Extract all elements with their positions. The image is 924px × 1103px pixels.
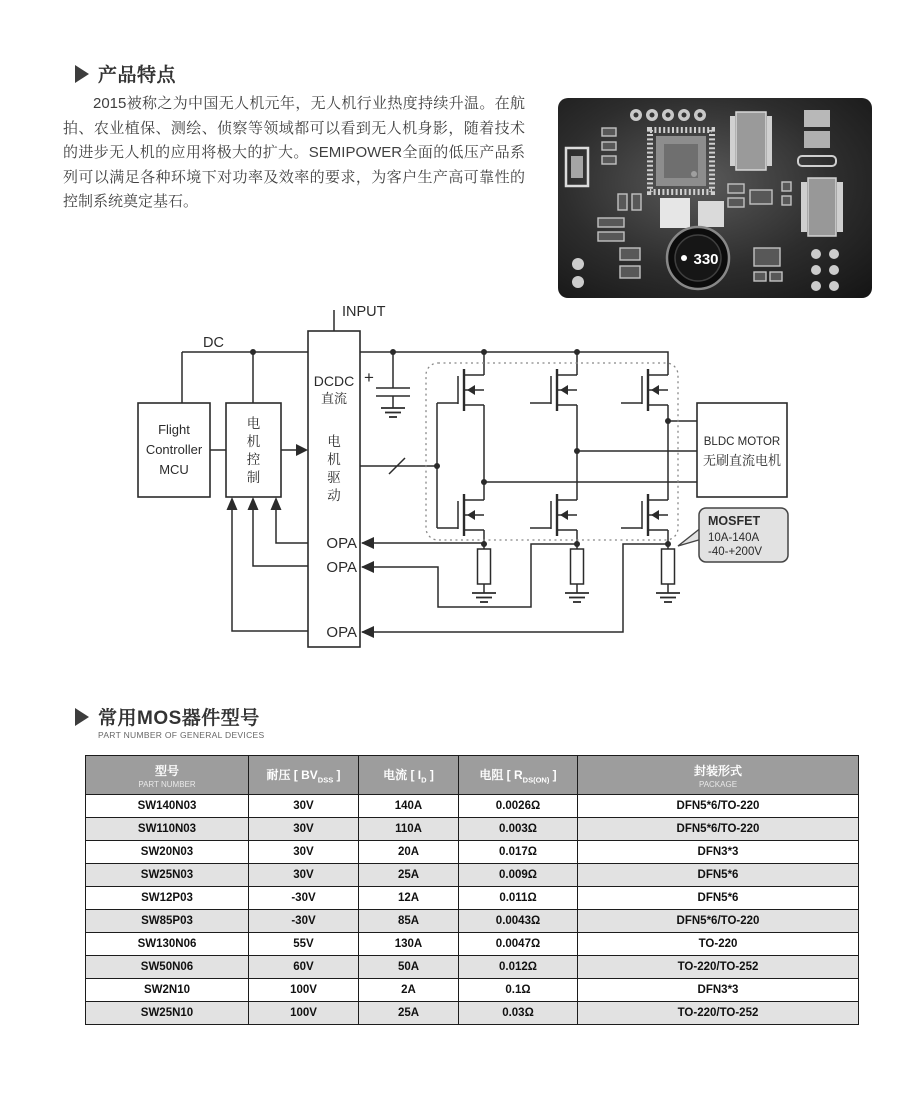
- table-cell: DFN3*3: [578, 979, 859, 1002]
- features-paragraph: 2015被称之为中国无人机元年，无人机行业热度持续升温。在航拍、农业植保、测绘、侦察等领域都可以看到无人机身影，随着技术的进步无人机的应用将极大的扩大。SEMIPOWER全面的低压产品系列可以满足各种环境下对功率及效率的要求，为客户生产高可靠性的控制系统奠定基石。: [63, 95, 525, 210]
- svg-text:机: 机: [246, 434, 261, 449]
- table-cell: DFN5*6: [578, 864, 859, 887]
- table-row: [86, 795, 859, 818]
- table-cell: TO-220/TO-252: [578, 956, 859, 979]
- dc-label: DC: [203, 335, 224, 351]
- table-cell: SW140N03: [86, 795, 249, 818]
- capacitor-plus-sign: +: [364, 368, 374, 387]
- table-row: [86, 1002, 859, 1025]
- mosfet-callout: [678, 508, 788, 562]
- table-cell: DFN3*3: [578, 841, 859, 864]
- callout-current-range: 10A-140A: [708, 532, 760, 544]
- table-cell: 30V: [249, 864, 359, 887]
- table-cell: 0.017Ω: [459, 841, 578, 864]
- table-cell: SW25N10: [86, 1002, 249, 1025]
- table-cell: 0.009Ω: [459, 864, 578, 887]
- table-cell: 12A: [359, 887, 459, 910]
- svg-text:机: 机: [327, 452, 341, 467]
- table-cell: DFN5*6/TO-220: [578, 910, 859, 933]
- table-cell: 0.0047Ω: [459, 933, 578, 956]
- table-cell: 0.003Ω: [459, 818, 578, 841]
- section-arrow-icon: [75, 65, 89, 83]
- table-cell: SW12P03: [86, 887, 249, 910]
- inductor-label: 330: [693, 251, 719, 268]
- table-cell: SW25N03: [86, 864, 249, 887]
- svg-text:BLDC MOTOR: BLDC MOTOR: [703, 436, 781, 448]
- svg-text:Flight: Flight: [158, 422, 190, 437]
- table-row: [86, 841, 859, 864]
- table-heading: [75, 703, 260, 730]
- table-header-row: [86, 756, 859, 795]
- svg-text:无刷直流电机: 无刷直流电机: [702, 453, 782, 468]
- svg-text:直流: 直流: [320, 391, 348, 406]
- features-title: 产品特点: [98, 65, 177, 86]
- svg-text:电: 电: [246, 416, 261, 431]
- ground-icon: [565, 593, 589, 602]
- svg-text:制: 制: [246, 470, 261, 485]
- pcb-driver-chip: [801, 178, 843, 236]
- mosfet-icon: [530, 494, 577, 536]
- table-cell: 55V: [249, 933, 359, 956]
- table-cell: 0.1Ω: [459, 979, 578, 1002]
- table-cell: TO-220: [578, 933, 859, 956]
- mosfet-icon: [530, 369, 577, 411]
- table-cell: SW110N03: [86, 818, 249, 841]
- ground-icon: [381, 408, 405, 417]
- header-package: 封装形式 PACKAGE: [578, 756, 859, 795]
- table-cell: 2A: [359, 979, 459, 1002]
- mosfet-icon: [621, 369, 668, 411]
- svg-text:OPA: OPA: [326, 559, 357, 576]
- header-resistance: 电阻 [ $R_{DS(ON)}$ ]: [459, 756, 578, 795]
- table-cell: -30V: [249, 910, 359, 933]
- mosfet-icon: [621, 494, 668, 536]
- svg-text:DCDC: DCDC: [313, 373, 355, 389]
- table-cell: 100V: [249, 979, 359, 1002]
- input-label: INPUT: [342, 304, 386, 320]
- table-row: [86, 864, 859, 887]
- mosfet-icon: [437, 494, 484, 536]
- table-cell: 0.0026Ω: [459, 795, 578, 818]
- table-row: [86, 910, 859, 933]
- svg-text:动: 动: [327, 488, 341, 503]
- ground-icon: [656, 593, 680, 602]
- table-row: [86, 887, 859, 910]
- table-cell: -30V: [249, 887, 359, 910]
- sense-resistors: [478, 549, 675, 584]
- pcb-soic-chip: [730, 112, 772, 170]
- table-cell: SW130N06: [86, 933, 249, 956]
- svg-text:控: 控: [246, 452, 261, 467]
- table-cell: 25A: [359, 1002, 459, 1025]
- table-cell: 60V: [249, 956, 359, 979]
- pcb-photo: [558, 98, 872, 298]
- svg-text:OPA: OPA: [326, 535, 357, 552]
- table-cell: DFN5*6/TO-220: [578, 818, 859, 841]
- mosfet-bridge: [437, 369, 668, 536]
- table-row: [86, 818, 859, 841]
- table-cell: 0.03Ω: [459, 1002, 578, 1025]
- table-cell: 110A: [359, 818, 459, 841]
- motor-block: [697, 403, 787, 497]
- callout-temp-range: -40-+200V: [708, 546, 763, 558]
- section-arrow-icon: [75, 708, 89, 726]
- table-title: 常用MOS器件型号: [98, 708, 260, 729]
- table-cell: 100V: [249, 1002, 359, 1025]
- block-diagram: [0, 290, 924, 690]
- mos-table: [85, 755, 859, 1025]
- svg-text:驱: 驱: [327, 470, 341, 485]
- table-cell: 30V: [249, 795, 359, 818]
- table-row: [86, 933, 859, 956]
- table-cell: 0.0043Ω: [459, 910, 578, 933]
- table-cell: 85A: [359, 910, 459, 933]
- pcb-inductor: [667, 227, 729, 289]
- mosfet-icon: [437, 369, 484, 411]
- table-cell: SW85P03: [86, 910, 249, 933]
- table-subtitle: PART NUMBER OF GENERAL DEVICES: [98, 730, 265, 740]
- table-cell: 0.012Ω: [459, 956, 578, 979]
- table-cell: DFN5*6: [578, 887, 859, 910]
- features-heading: [75, 60, 176, 87]
- table-row: [86, 979, 859, 1002]
- table-cell: SW20N03: [86, 841, 249, 864]
- callout-title: MOSFET: [708, 514, 761, 528]
- header-part-number: 型号 PART NUMBER: [86, 756, 249, 795]
- table-cell: TO-220/TO-252: [578, 1002, 859, 1025]
- table-cell: 30V: [249, 818, 359, 841]
- table-cell: 20A: [359, 841, 459, 864]
- table-cell: 140A: [359, 795, 459, 818]
- table-cell: 130A: [359, 933, 459, 956]
- table-cell: 30V: [249, 841, 359, 864]
- table-cell: 50A: [359, 956, 459, 979]
- table-row: [86, 956, 859, 979]
- pcb-mcu-chip: [650, 130, 712, 192]
- svg-text:OPA: OPA: [326, 624, 357, 641]
- table-cell: SW2N10: [86, 979, 249, 1002]
- header-voltage: 耐压 [ $BV_{DSS}$ ]: [249, 756, 359, 795]
- table-cell: 25A: [359, 864, 459, 887]
- svg-text:电: 电: [327, 434, 341, 449]
- table-cell: DFN5*6/TO-220: [578, 795, 859, 818]
- header-current: 电流 [ $I_D$ ]: [359, 756, 459, 795]
- svg-text:MCU: MCU: [159, 462, 189, 477]
- ground-icon: [472, 593, 496, 602]
- svg-text:Controller: Controller: [145, 442, 203, 457]
- table-cell: SW50N06: [86, 956, 249, 979]
- table-cell: 0.011Ω: [459, 887, 578, 910]
